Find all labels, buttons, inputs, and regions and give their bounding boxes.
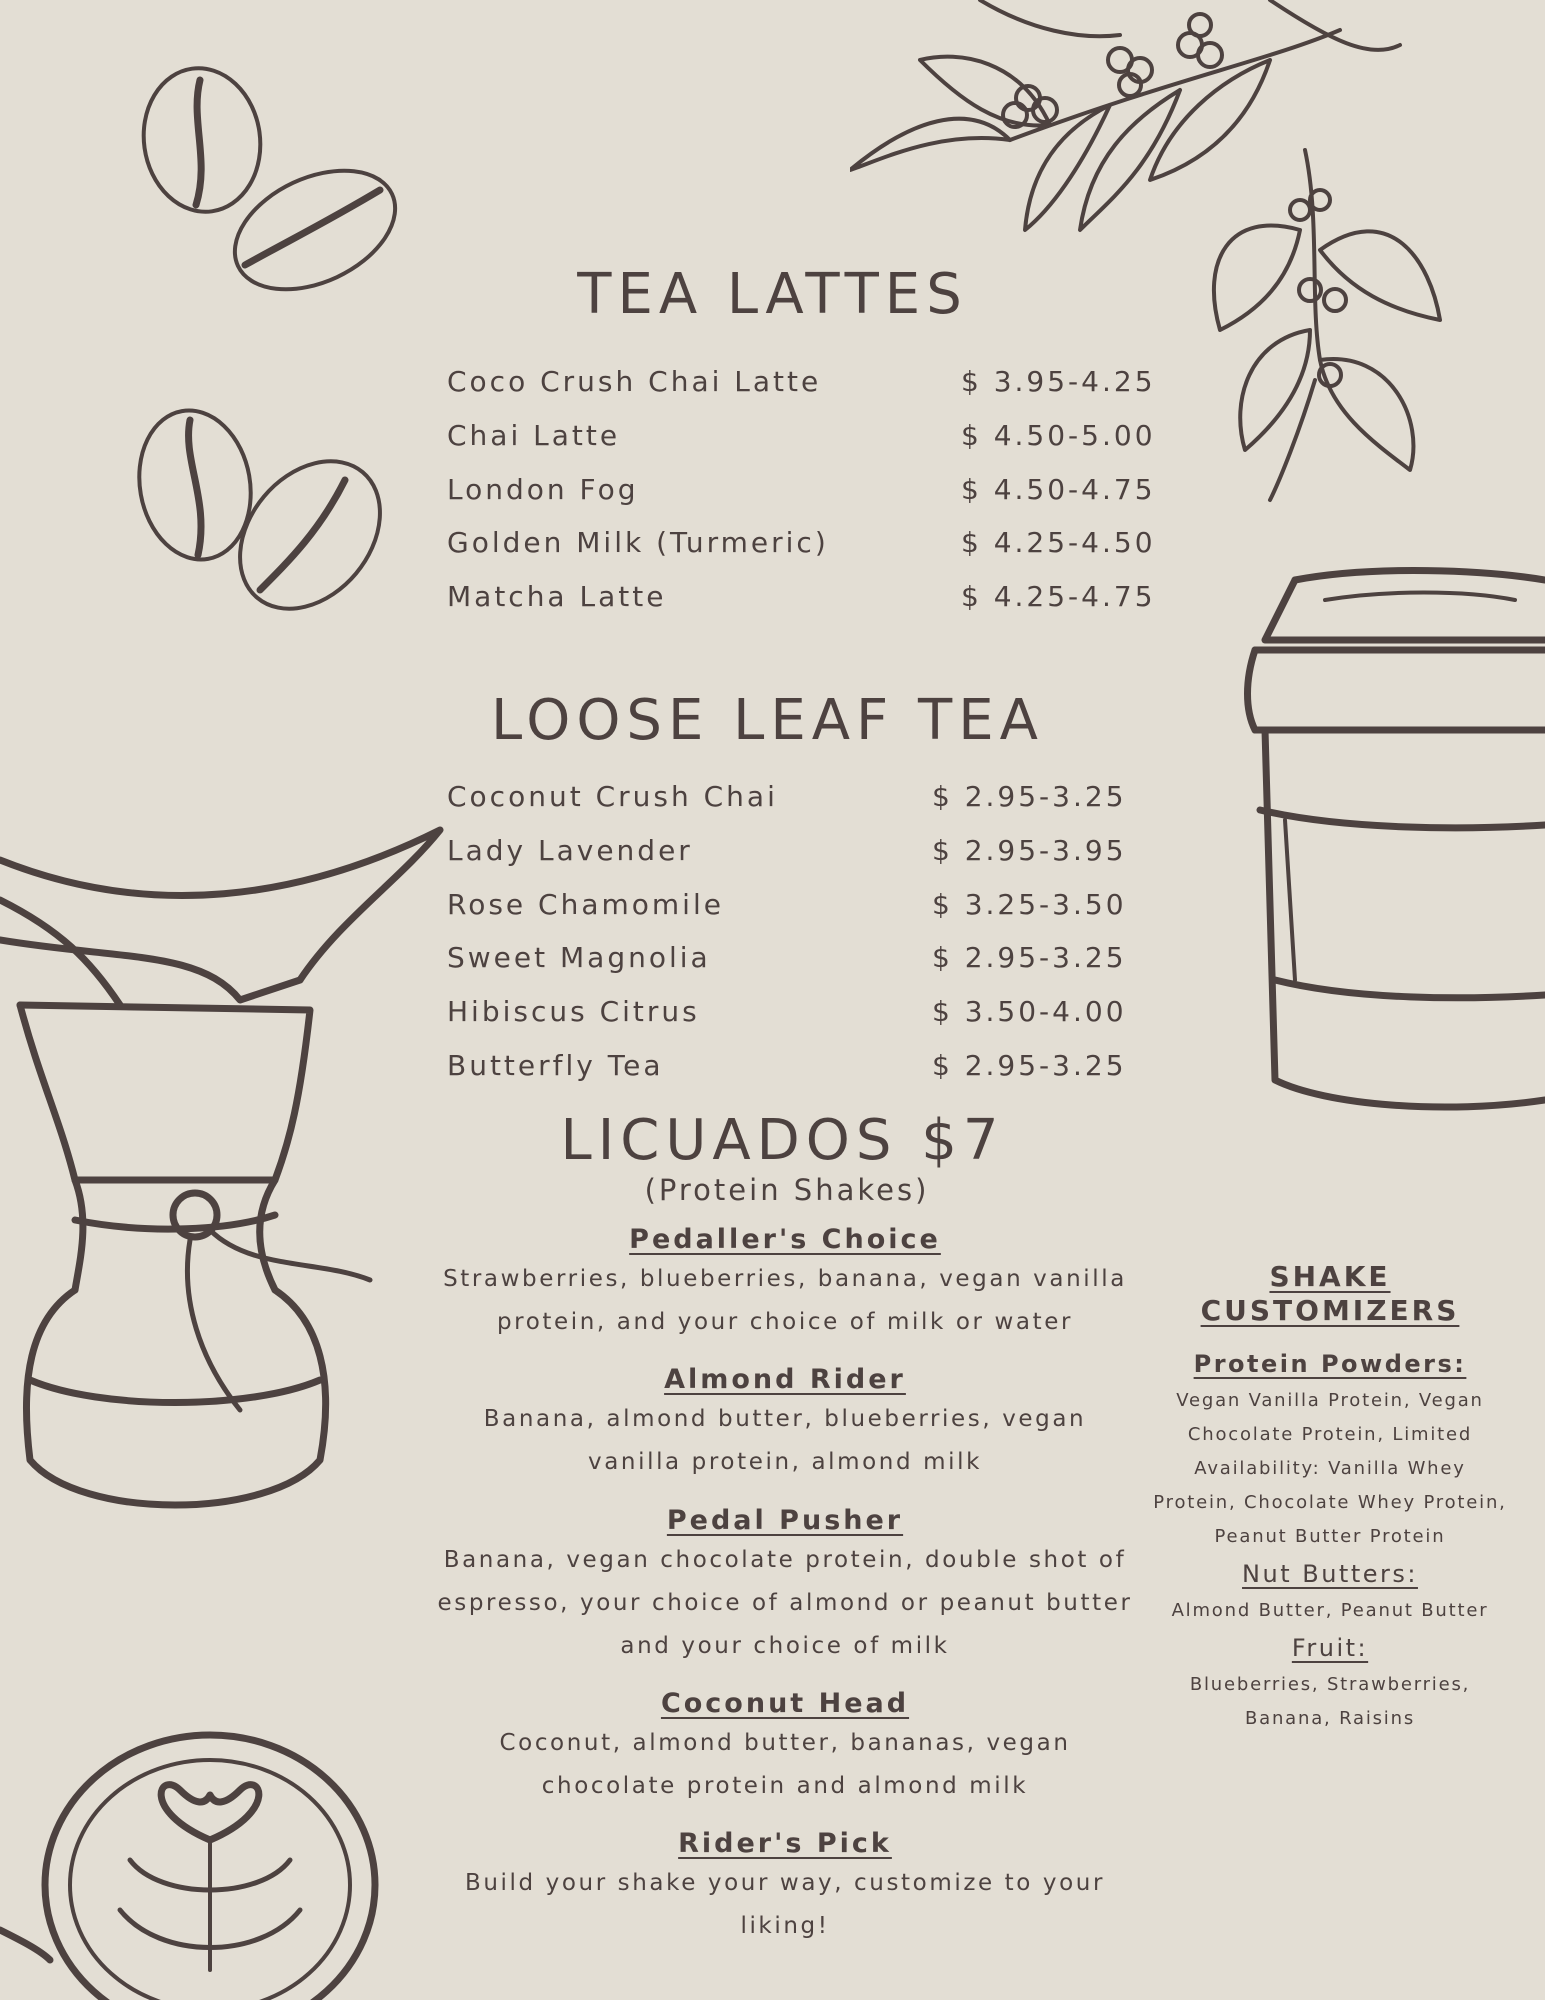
licuados-title: LICUADOS $7 [560, 1108, 1005, 1173]
item-name: Coconut Crush Chai [447, 780, 778, 813]
item-name: Hibiscus Citrus [447, 995, 700, 1028]
list-item [430, 1505, 1140, 1668]
customizer-heading: Fruit: [1291, 1634, 1369, 1662]
item-price: $ 3.95-4.25 [961, 365, 1156, 398]
item-price: $ 3.50-4.00 [932, 995, 1127, 1028]
customizers-title: SHAKE CUSTOMIZERS [1200, 1260, 1460, 1327]
item-name: Chai Latte [447, 419, 621, 452]
shake-name: Pedaller's Choice [629, 1224, 941, 1255]
shake-name: Pedal Pusher [666, 1505, 904, 1536]
list-item [447, 888, 1147, 938]
item-name: London Fog [447, 473, 639, 506]
item-price: $ 2.95-3.25 [932, 780, 1127, 813]
shake-customizers [1135, 1260, 1525, 1736]
loose-leaf-title: LOOSE LEAF TEA [491, 688, 1044, 753]
shake-description: Coconut, almond butter, bananas, vegan chocolate protein and almond milk [499, 1730, 1071, 1799]
list-item [430, 1828, 1140, 1948]
item-price: $ 4.50-5.00 [961, 419, 1156, 452]
list-item [447, 1049, 1147, 1099]
shake-name: Coconut Head [660, 1688, 910, 1719]
list-item [430, 1364, 1140, 1484]
list-item [447, 995, 1147, 1045]
list-item [447, 365, 1167, 415]
item-price: $ 4.25-4.50 [961, 526, 1156, 559]
list-item [447, 834, 1147, 884]
list-item [447, 419, 1167, 469]
item-name: Lady Lavender [447, 834, 693, 867]
item-price: $ 3.25-3.50 [932, 888, 1127, 921]
item-name: Coco Crush Chai Latte [447, 365, 822, 398]
shake-description: Banana, vegan chocolate protein, double shot of espresso, your choice of almond or peanut butter and your choice of milk [437, 1547, 1133, 1659]
tea-lattes-title: TEA LATTES [577, 262, 968, 327]
item-name: Matcha Latte [447, 580, 667, 613]
shake-description: Banana, almond butter, blueberries, vegan vanilla protein, almond milk [483, 1406, 1087, 1475]
list-item [447, 941, 1147, 991]
item-price: $ 2.95-3.95 [932, 834, 1127, 867]
item-price: $ 2.95-3.25 [932, 941, 1127, 974]
latte-art-icon [0, 1710, 400, 2000]
customizer-heading: Nut Butters: [1242, 1560, 1418, 1588]
item-name: Golden Milk (Turmeric) [447, 526, 829, 559]
customizer-options: Vegan Vanilla Protein, Vegan Chocolate Protein, Limited Availability: Vanilla Whey Protein, Chocolate Whey Protein, Peanut Butter Protein [1153, 1390, 1507, 1547]
item-price: $ 4.50-4.75 [961, 473, 1156, 506]
list-item [430, 1688, 1140, 1808]
list-item [447, 580, 1167, 630]
shake-name: Almond Rider [664, 1364, 906, 1395]
list-item [447, 780, 1147, 830]
coffee-beans-icon [130, 60, 420, 620]
customizer-options: Almond Butter, Peanut Butter [1171, 1600, 1489, 1621]
licuados-subtitle: (Protein Shakes) [644, 1173, 930, 1207]
item-name: Butterfly Tea [447, 1049, 664, 1082]
item-price: $ 2.95-3.25 [932, 1049, 1127, 1082]
item-name: Sweet Magnolia [447, 941, 711, 974]
customizer-options: Blueberries, Strawberries, Banana, Raisins [1189, 1674, 1471, 1729]
pour-over-icon [0, 820, 450, 1530]
list-item [430, 1224, 1140, 1344]
item-name: Rose Chamomile [447, 888, 724, 921]
item-price: $ 4.25-4.75 [961, 580, 1156, 613]
shake-description: Strawberries, blueberries, banana, vegan vanilla protein, and your choice of milk or water [443, 1266, 1127, 1335]
list-item [447, 526, 1167, 576]
shake-name: Rider's Pick [678, 1828, 892, 1859]
list-item [447, 473, 1167, 523]
shake-description: Build your shake your way, customize to your liking! [465, 1870, 1105, 1939]
customizer-heading: Protein Powders: [1193, 1350, 1467, 1378]
